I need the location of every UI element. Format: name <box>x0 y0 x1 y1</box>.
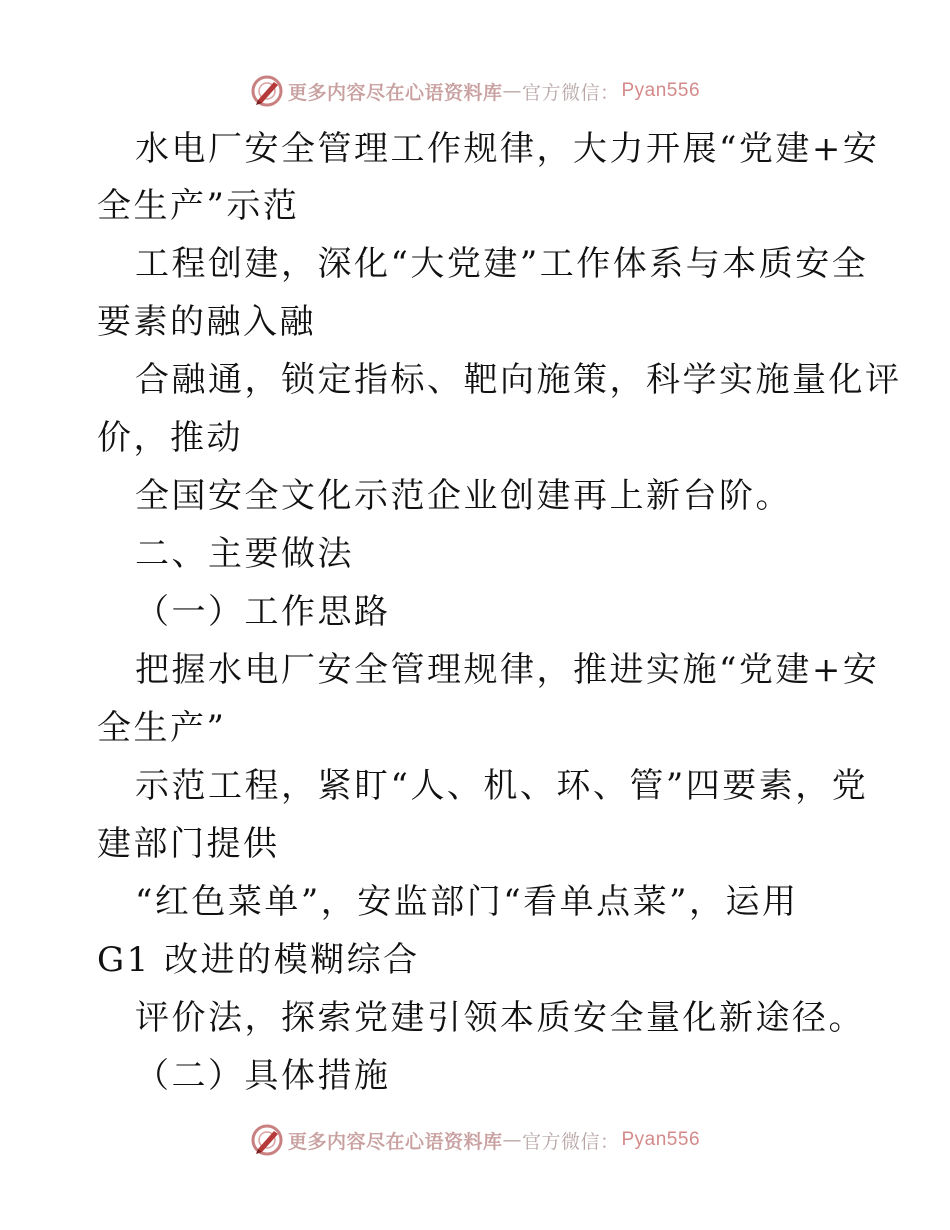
section-heading: 二、主要做法 <box>135 534 354 574</box>
text-line: 全国安全文化示范企业创建再上新台阶。 <box>135 476 792 516</box>
banner-brand-text: 更多内容尽在心语资料库 <box>287 81 503 104</box>
text-line: 价，推动 <box>97 418 243 458</box>
text-line: 要素的融入融 <box>97 302 316 342</box>
banner-official-label: 官方微信： <box>521 81 620 104</box>
text-line: 示范工程，紧盯“人、机、环、管”四要素，党 <box>135 766 869 806</box>
banner-wechat-id: Pyan556 <box>621 1129 701 1150</box>
text-line: “红色菜单”，安监部门“看单点菜”，运用 <box>135 882 799 922</box>
subsection-heading: （二）具体措施 <box>135 1056 391 1096</box>
text-line: 全生产” <box>97 708 227 748</box>
banner-brand-text: 更多内容尽在心语资料库 <box>287 1130 503 1153</box>
text-line: 工程创建，深化“大党建”工作体系与本质安全 <box>135 244 869 284</box>
banner-separator: — <box>502 80 522 102</box>
banner-wechat-id: Pyan556 <box>621 80 701 101</box>
text-line: 全生产”示范 <box>97 186 300 226</box>
text-line: 水电厂安全管理工作规律，大力开展“党建+安 <box>135 129 880 169</box>
text-line: 建部门提供 <box>97 824 280 864</box>
text-line: 评价法，探索党建引领本质安全量化新途径。 <box>135 998 865 1038</box>
text-line: 把握水电厂安全管理规律，推进实施“党建+安 <box>135 650 880 690</box>
text-line: G1 改进的模糊综合 <box>97 940 420 980</box>
pen-circle-logo-icon <box>250 1123 284 1157</box>
footer-banner <box>0 1122 950 1158</box>
text-line: 合融通，锁定指标、靶向施策，科学实施量化评 <box>135 360 902 400</box>
banner-official-label: 官方微信： <box>521 1130 620 1153</box>
subsection-heading: （一）工作思路 <box>135 592 391 632</box>
banner-separator: — <box>502 1129 522 1151</box>
